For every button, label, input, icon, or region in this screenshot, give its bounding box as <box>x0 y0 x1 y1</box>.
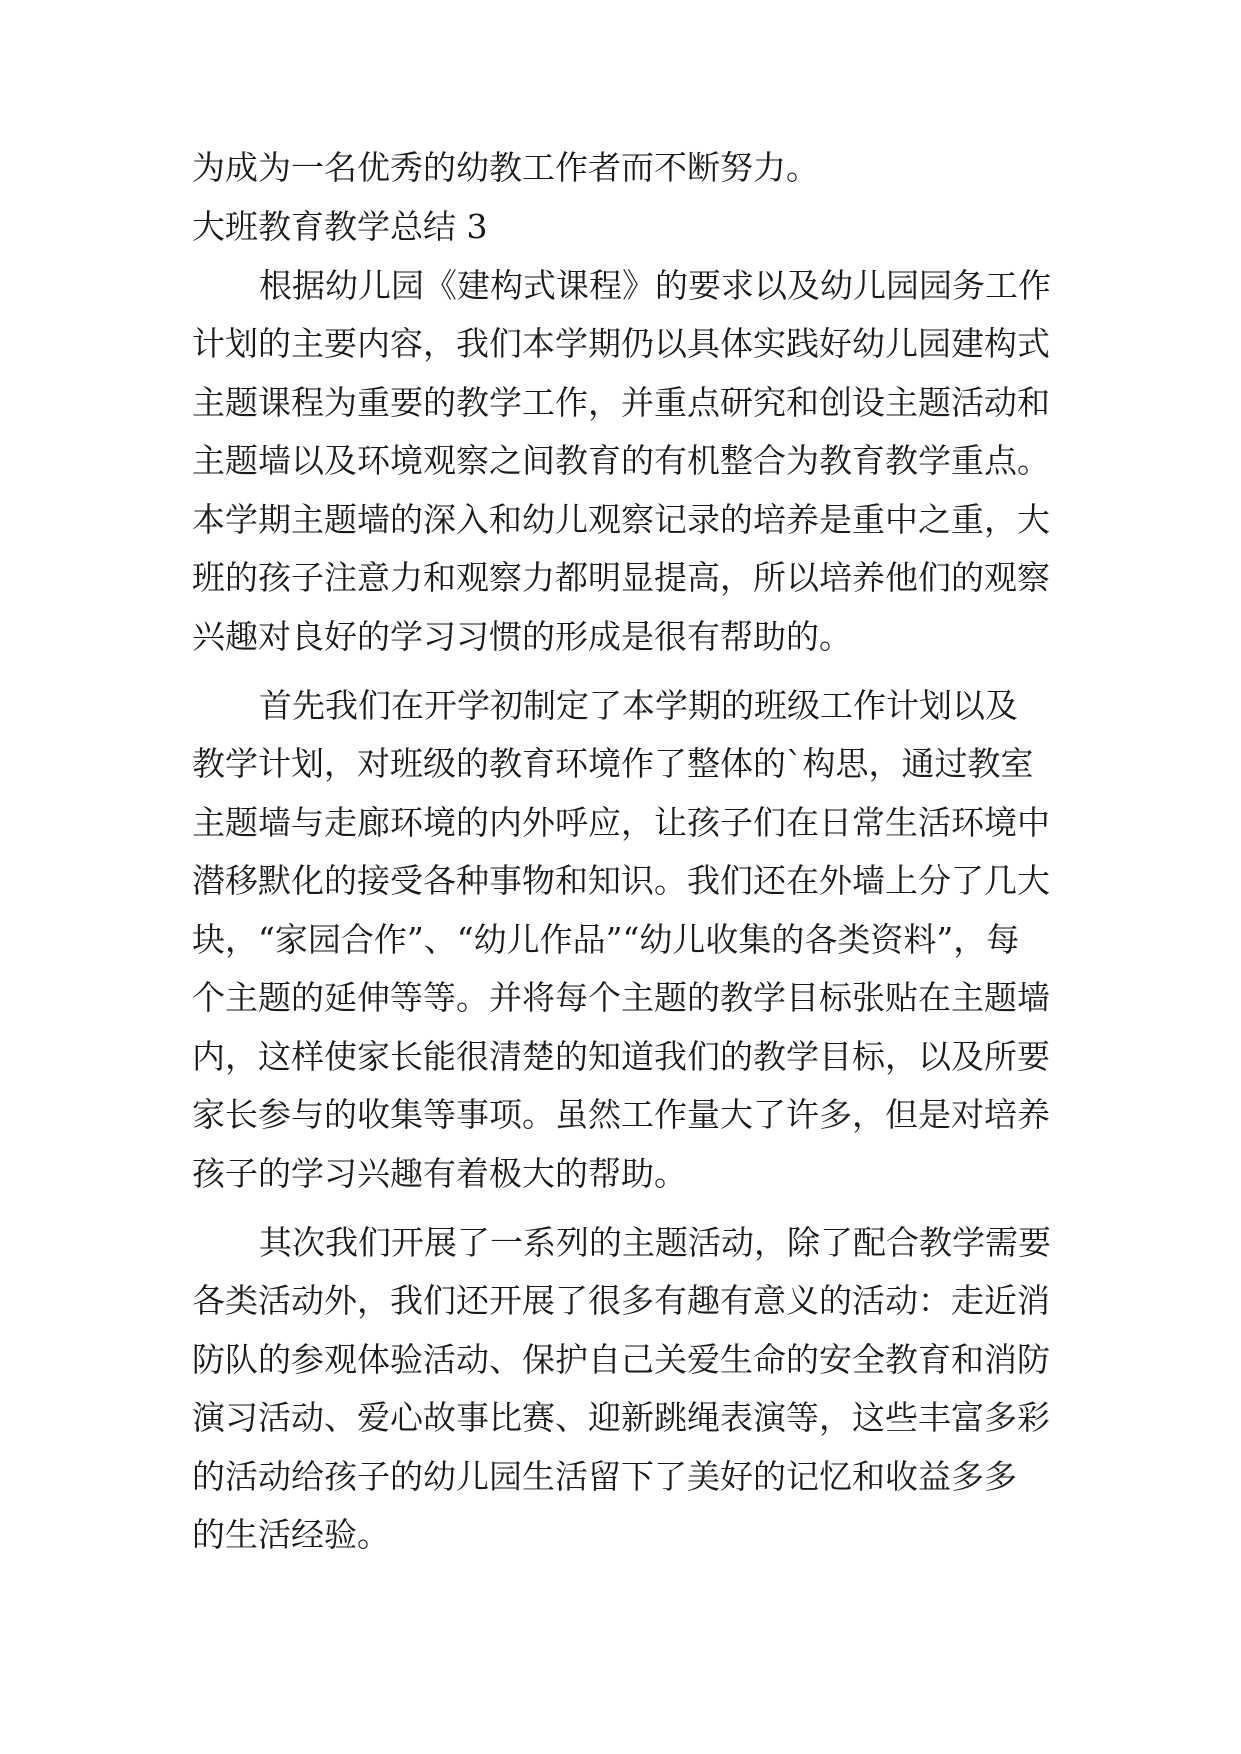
paragraph-line: 班的孩子注意力和观察力都明显提高，所以培养他们的观察 <box>192 558 1050 597</box>
paragraph-line: 主题墙与走廊环境的内外呼应，让孩子们在日常生活环境中 <box>192 803 1050 842</box>
paragraph-line: 内，这样使家长能很清楚的知道我们的教学目标，以及所要 <box>192 1037 1050 1076</box>
paragraph-line: 为成为一名优秀的幼教工作者而不断努力。 <box>192 148 819 187</box>
paragraph-line: 的生活经验。 <box>192 1515 390 1554</box>
paragraph-line: 的活动给孩子的幼儿园生活留下了美好的记忆和收益多多 <box>192 1457 1017 1496</box>
section-heading: 大班教育教学总结 3 <box>192 207 488 246</box>
paragraph-line: 根据幼儿园《建构式课程》的要求以及幼儿园园务工作 <box>259 266 1051 305</box>
paragraph-line: 防队的参观体验活动、保护自己关爱生命的安全教育和消防 <box>192 1340 1050 1379</box>
paragraph-line: 主题课程为重要的教学工作，并重点研究和创设主题活动和 <box>192 383 1050 422</box>
paragraph-line: 个主题的延伸等等。并将每个主题的教学目标张贴在主题墙 <box>192 978 1050 1017</box>
paragraph-line: 各类活动外，我们还开展了很多有趣有意义的活动：走近消 <box>192 1281 1050 1320</box>
paragraph-line: 兴趣对良好的学习习惯的形成是很有帮助的。 <box>192 617 852 656</box>
paragraph-line: 计划的主要内容，我们本学期仍以具体实践好幼儿园建构式 <box>192 324 1050 363</box>
paragraph-line: 潜移默化的接受各种事物和知识。我们还在外墙上分了几大 <box>192 861 1050 900</box>
paragraph-line: 主题墙以及环境观察之间教育的有机整合为教育教学重点。 <box>192 441 1050 480</box>
paragraph-line: 本学期主题墙的深入和幼儿观察记录的培养是重中之重，大 <box>192 500 1050 539</box>
paragraph-line: 孩子的学习兴趣有着极大的帮助。 <box>192 1154 687 1193</box>
paragraph-line: 首先我们在开学初制定了本学期的班级工作计划以及 <box>259 686 1018 725</box>
paragraph-line: 其次我们开展了一系列的主题活动，除了配合教学需要 <box>259 1223 1051 1262</box>
paragraph-line: 家长参与的收集等事项。虽然工作量大了许多，但是对培养 <box>192 1095 1050 1134</box>
paragraph-line: 教学计划，对班级的教育环境作了整体的`构思，通过教室 <box>192 744 1034 783</box>
paragraph-line: 演习活动、爱心故事比赛、迎新跳绳表演等，这些丰富多彩 <box>192 1398 1050 1437</box>
paragraph-line: 块，“家园合作”、“幼儿作品”“幼儿收集的各类资料”，每 <box>192 920 1020 959</box>
